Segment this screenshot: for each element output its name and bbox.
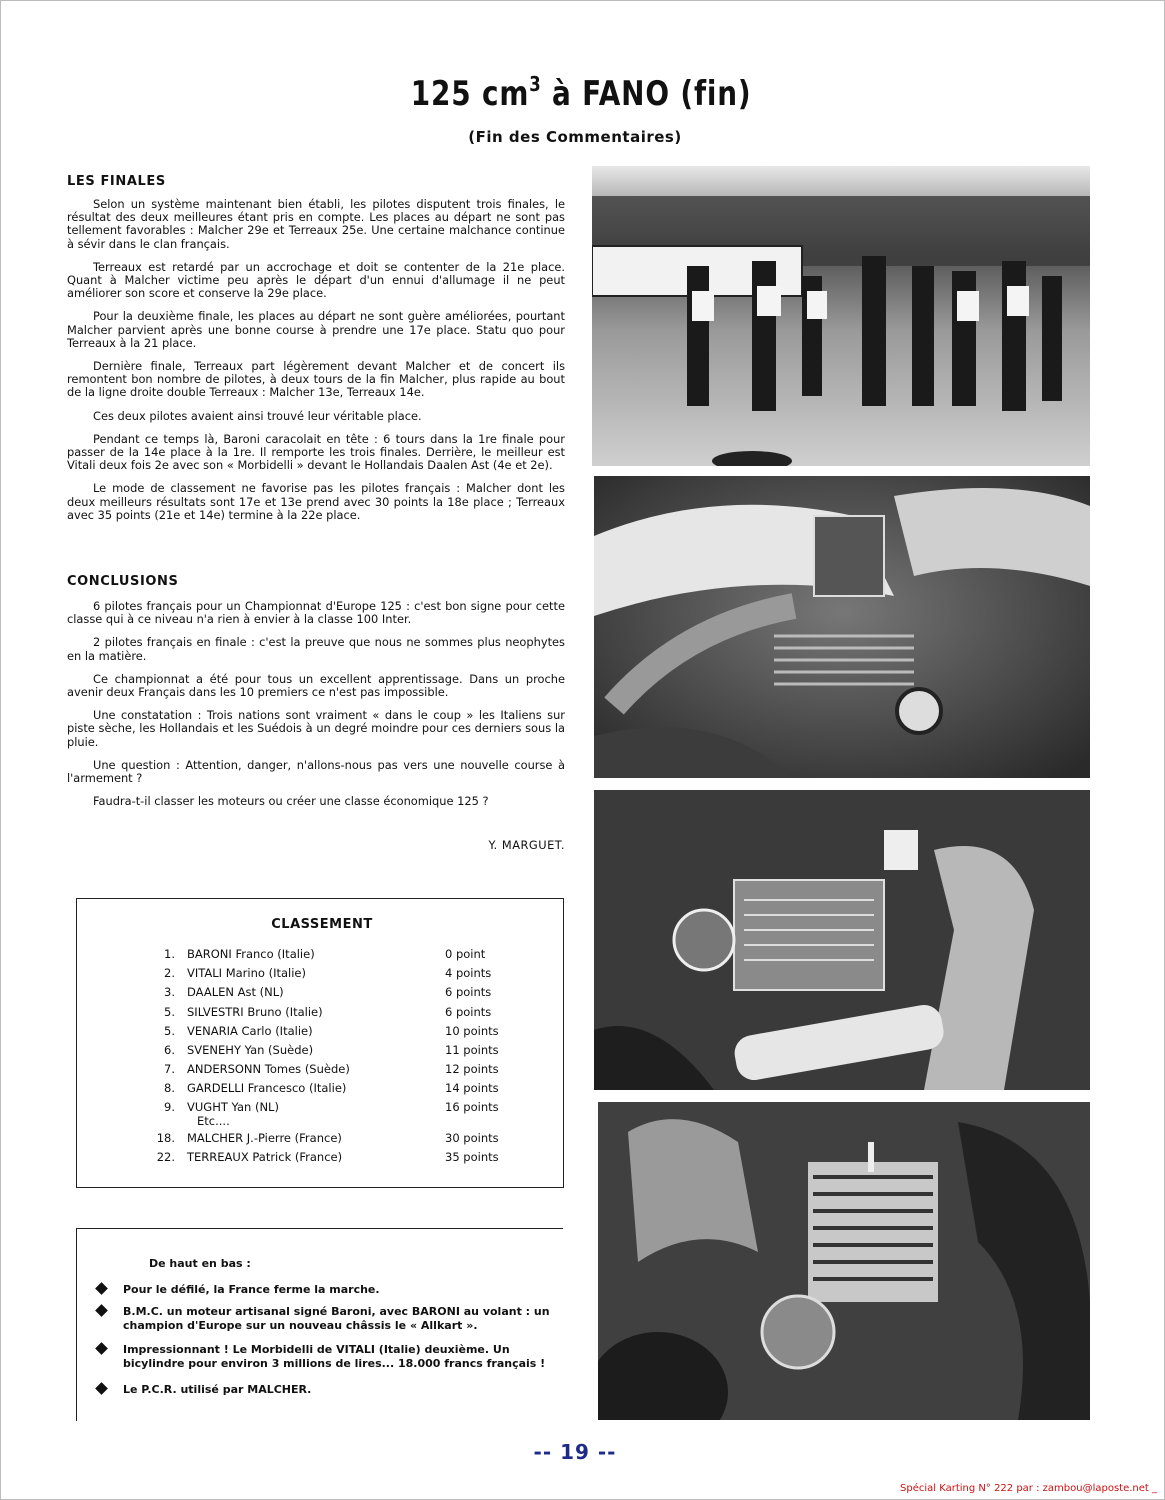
- driver-name: BARONI Franco (Italie): [187, 947, 315, 961]
- rank: 22.: [156, 1150, 175, 1164]
- points: 16 points: [445, 1100, 499, 1114]
- classement-box: [76, 898, 564, 1188]
- paragraph: Terreaux est retardé par un accrochage et doit se contenter de la 21e place. Quant à Malcher victime peu après le départ d'un ennui d'allumage il ne peut améliorer son score et conserve la 29e place.: [67, 259, 565, 301]
- finales-text: [67, 198, 565, 532]
- paragraph: Dernière finale, Terreaux part légèrement devant Malcher et de concert ils remontent bon nombre de pilotes, à deux tours de la fin Malcher, plus rapide au bout de la ligne droite double Terreaux : Malcher 13e, Terreaux 14e.: [67, 359, 565, 400]
- author-signature: Y. MARGUET.: [488, 838, 565, 852]
- paragraph: 6 pilotes français pour un Championnat d'Europe 125 : c'est bon signe pour cette classe qui à ce niveau n'a rien à envier à la classe 100 Inter.: [67, 599, 565, 627]
- points: 12 points: [445, 1062, 499, 1076]
- paragraph: Ces deux pilotes avaient ainsi trouvé leur véritable place.: [93, 408, 422, 423]
- driver-name: GARDELLI Francesco (Italie): [187, 1081, 347, 1095]
- page-subtitle: (Fin des Commentaires): [468, 128, 682, 146]
- points: 6 points: [445, 1005, 492, 1019]
- diamond-bullet-icon: [95, 1304, 108, 1317]
- driver-name: VITALI Marino (Italie): [187, 966, 306, 980]
- rank: 3.: [164, 985, 175, 999]
- paragraph: Selon un système maintenant bien établi, les pilotes disputent trois finales, le résultat des deux meilleures étant pris en compte. Les places au départ ne sont pas tellement favorables : Malcher 29e et Terreaux 25e. Une certaine malchance continue à sévir dans le clan français.: [67, 197, 565, 251]
- driver-name: TERREAUX Patrick (France): [187, 1150, 343, 1164]
- paragraph: Ce championnat a été pour tous un excellent apprentissage. Dans un proche avenir deux Français dans les 10 premiers ce n'est pas impossible.: [67, 671, 565, 700]
- pcr-engine-photo: [598, 1102, 1090, 1420]
- rank: 18.: [156, 1131, 175, 1145]
- rank: 5.: [164, 1024, 175, 1038]
- table-row: [77, 1081, 567, 1099]
- paragraph: 2 pilotes français en finale : c'est la preuve que nous ne sommes plus neophytes en la matière.: [67, 635, 565, 663]
- points: 0 point: [445, 947, 486, 961]
- diamond-bullet-icon: [95, 1342, 108, 1355]
- driver-name: ANDERSONN Tomes (Suède): [187, 1062, 350, 1076]
- table-row: [77, 1100, 567, 1118]
- table-row: [77, 985, 567, 1003]
- finales-heading: LES FINALES: [67, 174, 166, 189]
- diamond-bullet-icon: [95, 1382, 108, 1395]
- points: 35 points: [445, 1150, 499, 1164]
- footer-credit: Spécial Karting N° 222 par : zambou@laposte.net _: [900, 1483, 1157, 1494]
- paragraph: Le mode de classement ne favorise pas les pilotes français : Malcher dont les deux meilleurs résultats sont 17e et 13e prend avec 30 points la 18e place ; Terreaux avec 35 points (21e et 14e) termine à la 22e place.: [67, 481, 565, 522]
- paragraph: Une constatation : Trois nations sont vraiment « dans le coup » les Italiens sur piste sèche, les Hollandais et les Suédois à un degré moindre pour ces derniers sous la pluie.: [67, 708, 565, 749]
- driver-name: VENARIA Carlo (Italie): [187, 1024, 313, 1038]
- conclusions-text: [67, 600, 565, 818]
- points: 4 points: [445, 966, 492, 980]
- caption-item: Le P.C.R. utilisé par MALCHER.: [123, 1383, 563, 1397]
- table-row: [77, 1005, 567, 1023]
- paragraph: Faudra-t-il classer les moteurs ou créer une classe économique 125 ?: [93, 794, 489, 809]
- driver-name: MALCHER J.-Pierre (France): [187, 1131, 342, 1145]
- driver-name: VUGHT Yan (NL): [187, 1100, 279, 1114]
- rank: 6.: [164, 1043, 175, 1057]
- rank: 2.: [164, 966, 175, 980]
- table-row: [77, 1024, 567, 1042]
- etc-note: Etc....: [197, 1114, 230, 1128]
- points: 10 points: [445, 1024, 499, 1038]
- conclusions-heading: CONCLUSIONS: [67, 574, 179, 589]
- diamond-bullet-icon: [95, 1282, 108, 1295]
- rank: 9.: [164, 1100, 175, 1114]
- driver-name: DAALEN Ast (NL): [187, 985, 284, 999]
- rank: 8.: [164, 1081, 175, 1095]
- caption-item: Impressionnant ! Le Morbidelli de VITALI (Italie) deuxième. Un bicylindre pour environ 3 millions de lires... 18.000 francs français !: [123, 1343, 563, 1370]
- table-row: [77, 1062, 567, 1080]
- points: 11 points: [445, 1043, 499, 1057]
- page-title: 125 $cm^3$ à FANO (fin): [410, 72, 752, 114]
- captions-heading: De haut en bas :: [149, 1257, 251, 1270]
- captions-box: [76, 1228, 563, 1421]
- classement-title: CLASSEMENT: [271, 917, 373, 932]
- rank: 5.: [164, 1005, 175, 1019]
- driver-name: SVENEHY Yan (Suède): [187, 1043, 314, 1057]
- table-row: [77, 966, 567, 984]
- parade-photo: [592, 166, 1090, 466]
- paragraph: Pour la deuxième finale, les places au départ ne sont guère améliorées, pourtant Malcher parvient après une bonne course à prendre une 17e place. Statu quo pour Terreaux à la 21 place.: [67, 309, 565, 350]
- table-row: [77, 1131, 567, 1149]
- table-row: [77, 947, 567, 965]
- caption-item: Pour le défilé, la France ferme la marche.: [123, 1283, 563, 1297]
- table-row: [77, 1043, 567, 1061]
- paragraph: Une question : Attention, danger, n'allons-nous pas vers une nouvelle course à l'armement ?: [67, 757, 565, 786]
- table-row: [77, 1150, 567, 1168]
- rank: 7.: [164, 1062, 175, 1076]
- points: 14 points: [445, 1081, 499, 1095]
- caption-item: B.M.C. un moteur artisanal signé Baroni, avec BARONI au volant : un champion d'Europe sur un nouveau châssis le « Allkart ».: [123, 1305, 563, 1332]
- rank: 1.: [164, 947, 175, 961]
- paragraph: Pendant ce temps là, Baroni caracolait en tête : 6 tours dans la 1re finale pour passer de la 14e place à la 1re. Il remporte les trois finales. Derrière, le meilleur est Vitali deux fois 2e avec son « Morbidelli » devant le Hollandais Daalen Ast (4e et 2e).: [67, 431, 565, 473]
- points: 30 points: [445, 1131, 499, 1145]
- points: 6 points: [445, 985, 492, 999]
- driver-name: SILVESTRI Bruno (Italie): [187, 1005, 323, 1019]
- vitali-morbidelli-photo: [594, 790, 1090, 1090]
- baroni-engine-photo: [594, 476, 1090, 778]
- page-number: -- 19 --: [533, 1440, 617, 1464]
